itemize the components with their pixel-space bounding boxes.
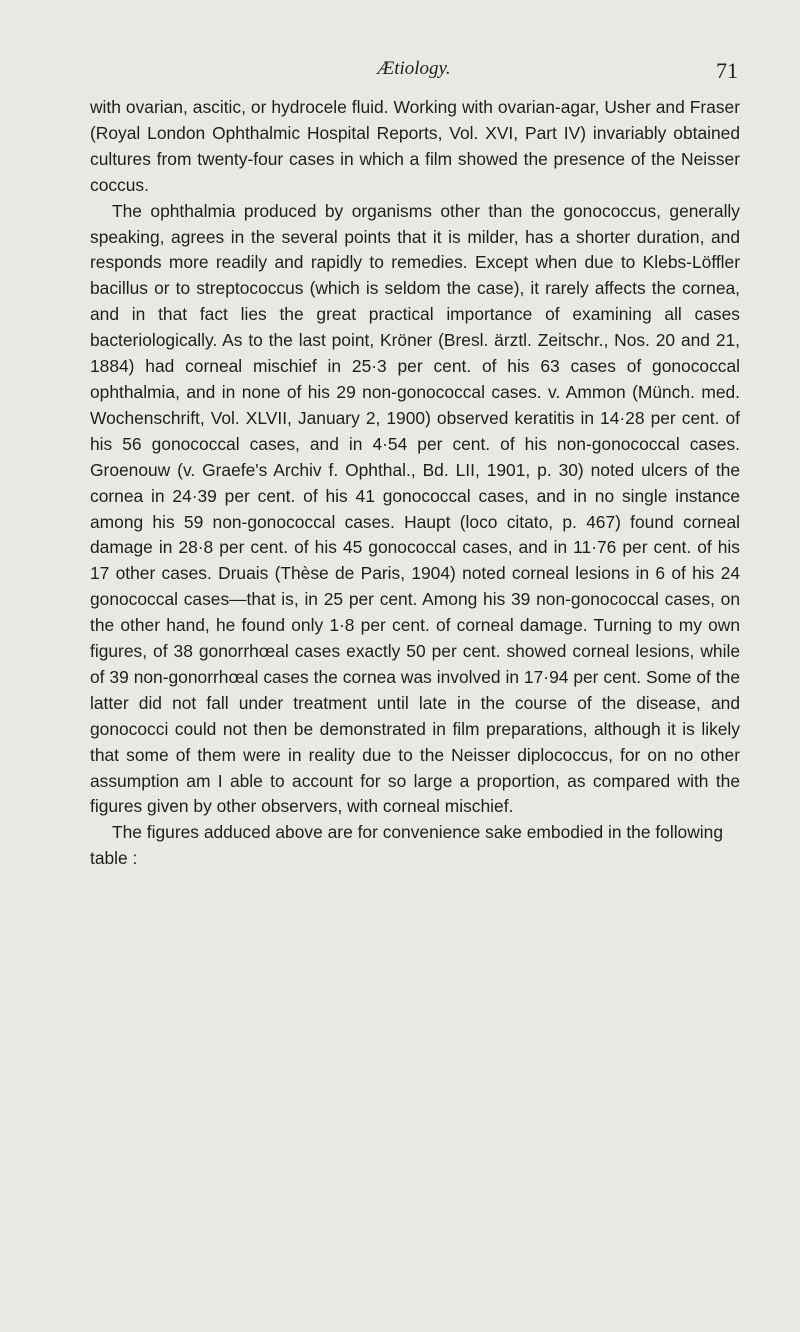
page-number: 71	[716, 58, 738, 83]
paragraph-table-intro: The figures adduced above are for convenience sake embodied in the following table :	[90, 822, 723, 869]
paragraph-ophthalmia-comparison: The ophthalmia produced by organisms other than the gonococcus, generally speaking, agrees in the several points that it is milder, has a shorter duration, and responds more readily and rapidly to remedies. Except when due to Klebs-Löffler bacillus or to streptococcus (which is seldom the case), it rarely affects the cornea, and in that fact lies the great practical importance of examining all cases bacteriologically. As to the last point, Kröner (Bresl. ärztl. Zeitschr., Nos. 20 and 21, 1884) had corneal mischief in 25·3 per cent. of his 63 cases of gonococcal ophthalmia, and in none of his 29 non-gonococcal cases. v. Ammon (Münch. med. Wochenschrift, Vol. XLVII, January 2, 1900) observed keratitis in 14·28 per cent. of his 56 gonococcal cases, and in 4·54 per cent. of his non-gonococcal cases. Groenouw (v. Graefe's Archiv f. Ophthal., Bd. LII, 1901, p. 30) noted ulcers of the cornea in 24·39 per cent. of his 41 gonococcal cases, and in no single instance among his 59 non-gonococcal cases. Haupt (loco citato, p. 467) found corneal damage in 28·8 per cent. of his 45 gonococcal cases, and in 11·76 per cent. of his 17 other cases. Druais (Thèse de Paris, 1904) noted corneal lesions in 6 of his 24 gonococcal cases—that is, in 25 per cent. Among his 39 non-gonococcal cases, on the other hand, he found only 1·8 per cent. of corneal damage. Turning to my own figures, of 38 gonorrhœal cases exactly 50 per cent. showed corneal lesions, while of 39 non-gonorrhœal cases the cornea was involved in 17·94 per cent. Some of the latter did not fall under treatment until late in the course of the disease, and gonococci could not then be demonstrated in film preparations, although it is likely that some of them were in reality due to the Neisser diplococcus, for on no other assumption am I able to account for so large a proportion, as compared with the figures given by other observers, with corneal mischief.	[90, 200, 740, 817]
page-header	[90, 58, 738, 88]
paragraph-continued: with ovarian, ascitic, or hydrocele fluid. Working with ovarian-agar, Usher and Fraser (Royal London Ophthalmic Hospital Reports, Vol. XVI, Part IV) invariably obtained cultures from twenty-four cases in which a film showed the presence of the Neisser coccus.	[90, 97, 740, 195]
running-title: Ætiology.	[377, 58, 451, 79]
body-text	[90, 95, 740, 872]
